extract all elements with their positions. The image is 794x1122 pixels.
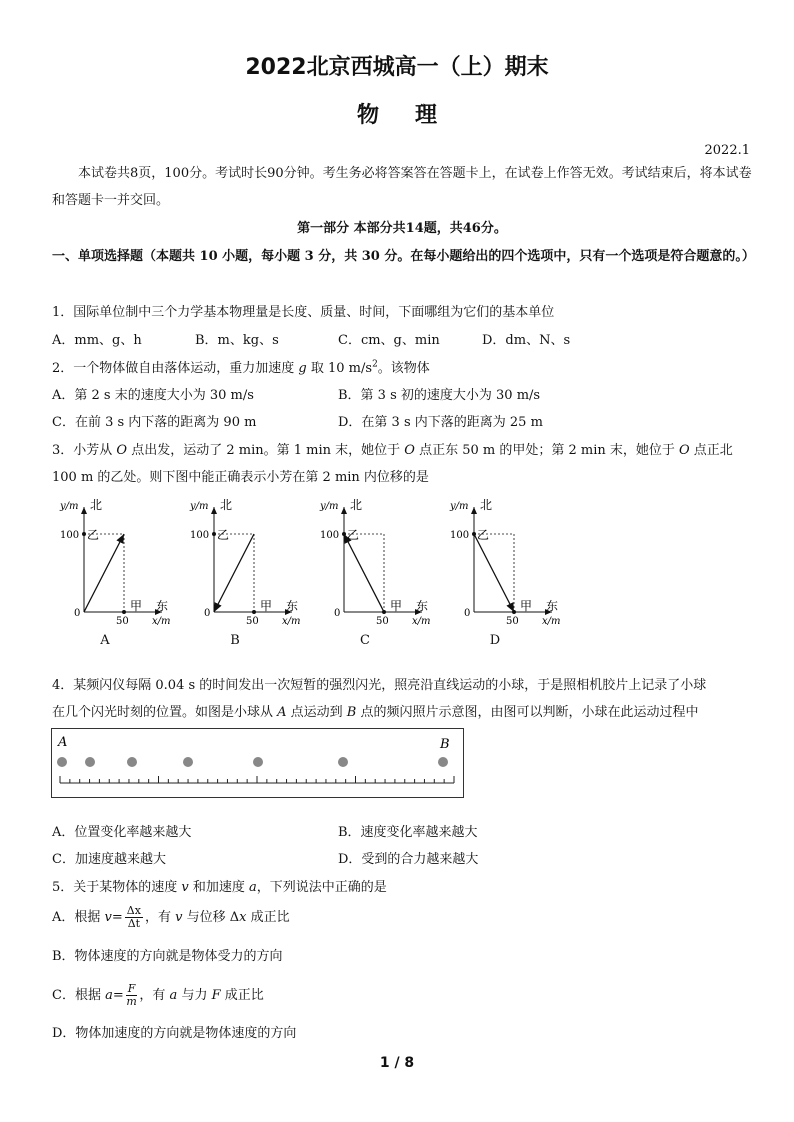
point-jia-dot: [382, 610, 386, 614]
east-label: 东: [156, 599, 169, 613]
x-axis-label: x/m: [282, 616, 301, 627]
origin-label: 0: [74, 608, 81, 619]
strobe-photo-diagram: [51, 728, 464, 798]
y-axis-label: y/m: [60, 501, 79, 512]
point-yi-label: 乙: [347, 528, 360, 542]
subject-title: 物理: [356, 103, 473, 128]
q4-stem-line2: 在几个闪光时刻的位置。如图是小球从 A 点运动到 B 点的频闪照片示意图，由图可以判断，小球在此运动过程中: [52, 705, 699, 720]
graph-label-b: B: [230, 633, 240, 648]
point-yi-dot: [472, 532, 476, 536]
point-jia-label: 甲: [390, 599, 403, 613]
east-label: 东: [286, 599, 299, 613]
point-jia-label: 甲: [260, 599, 273, 613]
point-yi-dot: [212, 532, 216, 536]
x-axis-label: x/m: [412, 616, 431, 627]
q2-option-b: B．第 3 s 初的速度大小为 30 m/s: [338, 388, 541, 403]
y-axis-label: y/m: [450, 501, 469, 512]
point-jia-dot: [252, 610, 256, 614]
exam-title: 2022北京西城高一（上）期末: [245, 55, 549, 80]
y-axis-label: y/m: [320, 501, 339, 512]
origin-label: 0: [464, 608, 471, 619]
q4-option-d: D．受到的合力越来越大: [338, 852, 479, 867]
displacement-graph-a: [52, 495, 172, 655]
displacement-arrow: [84, 534, 124, 612]
y-tick-label: 100: [60, 530, 80, 541]
section-title: 一、单项选择题（本题共 10 小题，每小题 3 分，共 30 分。在每小题给出的四个选项中，只有一个选项是符合题意的。）: [52, 249, 755, 264]
graph-label-c: C: [360, 633, 370, 648]
ball-positions: [57, 757, 448, 767]
q5-option-d: D．物体加速度的方向就是物体速度的方向: [52, 1026, 297, 1041]
page-number: 1 / 8: [379, 1055, 415, 1071]
q5-stem: 5．关于某物体的速度 v 和加速度 a，下列说法中正确的是: [52, 880, 387, 895]
ruler-scale: [60, 776, 454, 783]
point-jia-label: 甲: [130, 599, 143, 613]
point-jia-label: 甲: [520, 599, 533, 613]
origin-label: 0: [204, 608, 211, 619]
q5-option-b: B．物体速度的方向就是物体受力的方向: [52, 949, 283, 964]
east-label: 东: [416, 599, 429, 613]
y-tick-label: 100: [320, 530, 340, 541]
exam-date: 2022.1: [704, 143, 750, 158]
point-yi-label: 乙: [217, 528, 230, 542]
q5-option-a: A．根据 v= $\frac{\Delta x}{\Delta t}$ ，有 v 与位移 Δx 成正比: [52, 904, 290, 930]
graph-label-a: A: [100, 633, 110, 648]
x-axis-label: x/m: [152, 616, 171, 627]
q2-option-c: C．在前 3 s 内下落的距离为 90 m: [52, 415, 257, 430]
point-yi-label: 乙: [87, 528, 100, 542]
q3-stem-line1: 3．小芳从 O 点出发，运动了 2 min。第 1 min 末，她位于 O 点正东 50 m 的甲处；第 2 min 末，她位于 O 点正北: [52, 443, 733, 458]
east-label: 东: [546, 599, 559, 613]
displacement-graph-c: [312, 495, 432, 655]
ball: [438, 757, 448, 767]
q5-option-c: C．根据 a= $\frac{F}{m}$ ，有 a 与力 F 成正比: [52, 982, 264, 1008]
north-label: 北: [90, 498, 103, 512]
q2-stem: 2．一个物体做自由落体运动，重力加速度 g 取 10 $m/s^2$。该物体: [52, 359, 430, 376]
q1-option-c: C．cm、g、min: [338, 333, 440, 348]
ball: [127, 757, 137, 767]
q4-option-c: C．加速度越来越大: [52, 852, 166, 867]
graph-label-d: D: [489, 633, 501, 648]
x-axis-label: x/m: [542, 616, 561, 627]
ball: [183, 757, 193, 767]
x-tick-label: 50: [246, 616, 259, 627]
q3-stem-line2: 100 m 的乙处。则下图中能正确表示小芳在第 2 min 内位移的是: [52, 470, 429, 485]
intro-paragraph: 本试卷共8页，100分。考试时长90分钟。考生务必将答案答在答题卡上，在试卷上作答无效。考试结束后，将本试卷和答题卡一并交回。: [52, 166, 752, 208]
ball: [85, 757, 95, 767]
point-b-label: B: [440, 737, 450, 752]
x-tick-label: 50: [506, 616, 519, 627]
displacement-arrow: [344, 534, 384, 612]
north-label: 北: [350, 498, 363, 512]
q1-option-a: A．mm、g、h: [52, 333, 142, 348]
part-heading: 第一部分 本部分共14题，共46分。: [297, 221, 507, 236]
point-yi-label: 乙: [477, 528, 490, 542]
q1-option-b: B．m、kg、s: [195, 333, 279, 348]
point-jia-dot: [512, 610, 516, 614]
y-tick-label: 100: [190, 530, 210, 541]
q4-stem-line1: 4．某频闪仪每隔 0.04 s 的时间发出一次短暂的强烈闪光，照亮沿直线运动的小球，于是照相机胶片上记录了小球: [52, 678, 707, 693]
displacement-graph-b: [182, 495, 302, 655]
point-a-label: A: [58, 735, 68, 750]
y-tick-label: 100: [450, 530, 470, 541]
ball: [253, 757, 263, 767]
q4-option-b: B．速度变化率越来越大: [338, 825, 478, 840]
point-yi-dot: [82, 532, 86, 536]
x-tick-label: 50: [376, 616, 389, 627]
ball: [338, 757, 348, 767]
north-label: 北: [480, 498, 493, 512]
q1-option-d: D．dm、N、s: [482, 333, 571, 348]
point-yi-dot: [342, 532, 346, 536]
y-axis-label: y/m: [190, 501, 209, 512]
displacement-arrow: [474, 534, 514, 612]
x-tick-label: 50: [116, 616, 129, 627]
q2-option-a: A．第 2 s 末的速度大小为 30 m/s: [52, 388, 254, 403]
q2-option-d: D．在第 3 s 内下落的距离为 25 m: [338, 415, 543, 430]
north-label: 北: [220, 498, 233, 512]
ball: [57, 757, 67, 767]
q1-stem: 1．国际单位制中三个力学基本物理量是长度、质量、时间，下面哪组为它们的基本单位: [52, 305, 555, 320]
origin-label: 0: [334, 608, 341, 619]
displacement-graph-d: [442, 495, 562, 655]
point-jia-dot: [122, 610, 126, 614]
displacement-arrow: [214, 534, 254, 612]
q4-option-a: A．位置变化率越来越大: [52, 825, 192, 840]
